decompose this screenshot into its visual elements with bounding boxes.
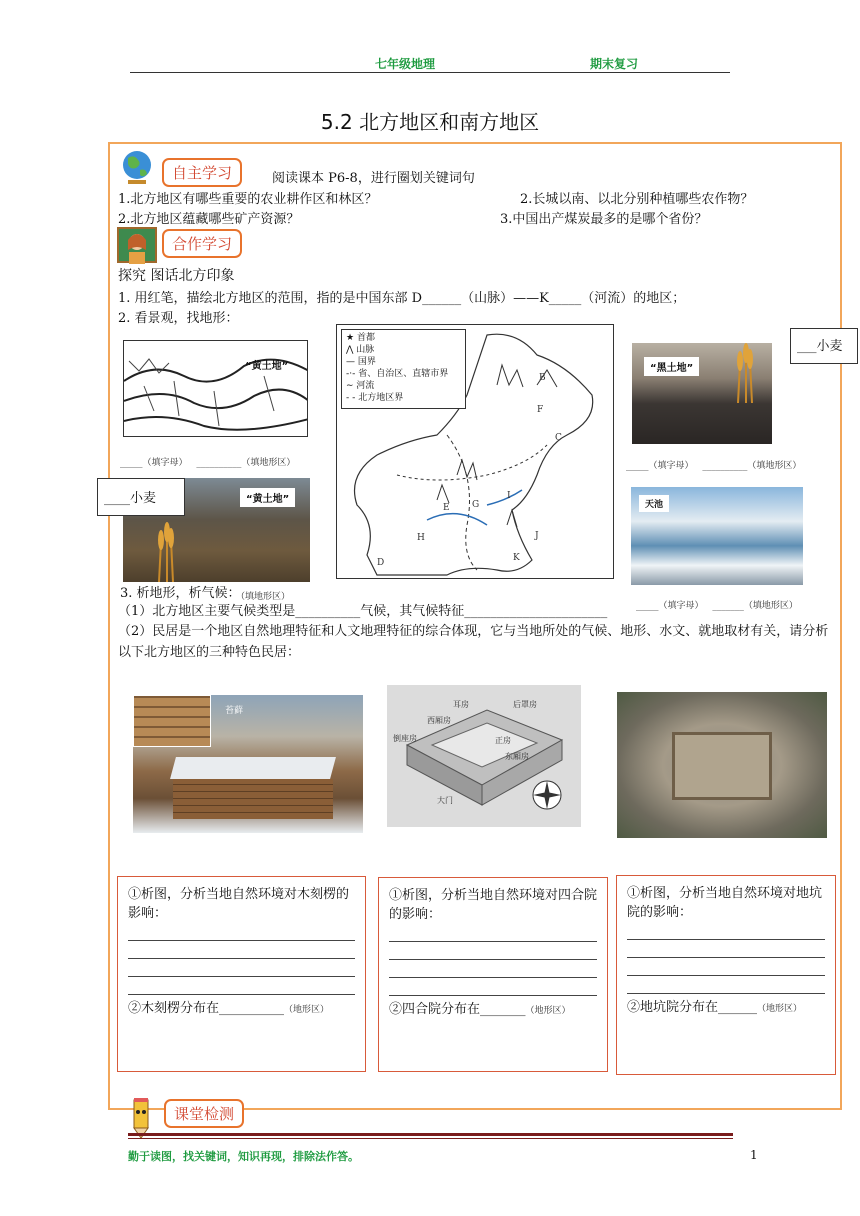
wheat-icon (732, 343, 758, 403)
map-letter-f: F (537, 405, 544, 415)
loess2-caption: （填地形区） (236, 592, 291, 602)
self-study-q3: 2.北方地区蕴藏哪些矿产资源？ (118, 212, 300, 227)
answer-line[interactable] (627, 975, 825, 976)
wooden-house-image (133, 695, 363, 833)
header-rule (130, 72, 730, 73)
teacher-icon (116, 226, 158, 266)
answer-line[interactable] (389, 959, 597, 960)
self-study-q2: 2.长城以南、以北分别种植哪些农作物？ (520, 192, 754, 207)
tianchi-label: 天池 (639, 495, 669, 512)
explore-heading: 探究 图话北方印象 (118, 268, 235, 284)
answer-line[interactable] (389, 977, 597, 978)
coop-line2: 2. 看景观，找地形： (118, 311, 239, 326)
box3-question: ①析图，分析当地自然环境对地坑院的影响： (627, 886, 823, 920)
answer-line[interactable] (627, 939, 825, 940)
black-soil-image (632, 343, 772, 444)
coop-line1: 1. 用红笔，描绘北方地区的范围，指的是中国东部 D______（山脉）——K_____（河流）的地区； (118, 291, 686, 306)
tag-class-test: 课堂检测 (164, 1099, 244, 1128)
climate-q1: （1）北方地区主要气候类型是__________气候，其气候特征______________________ (118, 604, 608, 619)
legend-item-province: -·- 省、自治区、直辖市界 (346, 369, 449, 379)
label-houzhaofang: 后罩房 (513, 700, 537, 709)
map-letter-b: B (539, 373, 546, 383)
black-soil-label: “黑土地” (644, 357, 699, 376)
map-legend (341, 329, 466, 409)
legend-item-capital: ★ 首都 (346, 333, 375, 343)
legend-item-mountain: ⋀ 山脉 (346, 345, 375, 355)
box2-distribution: ②四合院分布在_______（地形区） (389, 1002, 571, 1017)
globe-icon (118, 148, 156, 186)
label-daozuofang: 倒座房 (393, 734, 417, 743)
tag-coop: 合作学习 (162, 229, 242, 258)
self-study-instruction: 阅读课本 P6-8，进行圈划关键词句 (272, 171, 475, 186)
map-letter-j: J (535, 531, 539, 541)
tianchi-image (631, 487, 803, 585)
answer-line[interactable] (627, 957, 825, 958)
answer-box-wooden-house (117, 876, 366, 1072)
loess1-label: “黄土地” (245, 361, 289, 372)
wheat-callout-left: ____小麦 (97, 478, 185, 516)
label-dongxiangfang: 东厢房 (505, 752, 529, 761)
box3-distribution: ②地坑院分布在______（地形区） (627, 1000, 803, 1015)
map-letter-c: C (555, 433, 562, 443)
header-grade: 七年级地理 (375, 57, 436, 71)
north-china-map (336, 324, 614, 579)
answer-box-cave-courtyard (616, 875, 836, 1075)
header-review: 期末复习 (590, 57, 639, 71)
box1-question: ①析图，分析当地自然环境对木刻楞的影响： (128, 887, 350, 921)
roof-shape (170, 757, 336, 779)
box2-question: ①析图，分析当地自然环境对四合院的影响： (389, 888, 598, 922)
black-soil-caption: _____（填字母） __________（填地形区） (626, 461, 802, 471)
tag-self-study: 自主学习 (162, 158, 242, 187)
loess2-label: “黄土地” (240, 488, 295, 507)
climate-q2: （2）民居是一个地区自然地理特征和人文地理特征的综合体现，它与当地所处的气候、地形、水文、就地取材有关，请分析以下北方地区的三种特色民居： (118, 624, 829, 660)
log-closeup-image (133, 695, 211, 747)
log-wall-shape (173, 779, 333, 819)
label-erfang: 耳房 (453, 700, 469, 709)
legend-item-river: ∼ 河流 (346, 381, 375, 391)
footer-motto: 勤于读图，找关键词，知识再现，排除法作答。 (128, 1150, 359, 1163)
footer-rule-thin (128, 1138, 733, 1139)
answer-box-siheyuan (378, 877, 608, 1072)
legend-item-border: — 国界 (346, 357, 376, 367)
map-letter-k: K (513, 553, 520, 563)
footer-rule (128, 1133, 733, 1136)
courtyard-pit-shape (672, 732, 772, 800)
answer-line[interactable] (389, 941, 597, 942)
tianchi-caption: _____（填字母） _______（填地形区） (636, 601, 798, 611)
map-letter-g: G (472, 500, 480, 510)
label-xixiangfang: 西厢房 (427, 716, 451, 725)
loess1-caption: _____（填字母） __________（填地形区） (120, 458, 296, 468)
map-letter-h: H (417, 533, 425, 543)
siheyuan-image (387, 685, 581, 827)
climate-line3: 3. 析地形，析气候： (120, 586, 241, 601)
page-title: 5.2 北方地区和南方地区 (320, 110, 540, 134)
label-damen: 大门 (437, 796, 453, 805)
label-zhengfang: 正房 (495, 736, 511, 745)
cave-courtyard-image (617, 692, 827, 838)
self-study-q1: 1.北方地区有哪些重要的农业耕作区和林区？ (118, 192, 378, 207)
map-letter-i: I (507, 491, 511, 501)
box1-distribution: ②木刻楞分布在__________（地形区） (128, 1001, 330, 1016)
answer-line[interactable] (389, 995, 597, 996)
map-letter-d: D (377, 558, 385, 568)
answer-line[interactable] (128, 976, 355, 977)
page-number: 1 (750, 1148, 758, 1162)
map-letter-e: E (443, 503, 450, 513)
wheat-callout-right: ___小麦 (790, 328, 858, 364)
legend-item-north-boundary: - - 北方地区界 (346, 393, 404, 403)
answer-line[interactable] (128, 940, 355, 941)
answer-line[interactable] (128, 994, 355, 995)
self-study-q4: 3.中国出产煤炭最多的是哪个省份？ (500, 212, 708, 227)
loess-sketch-image (123, 340, 308, 437)
answer-line[interactable] (627, 993, 825, 994)
moss-label: 苔藓 (225, 706, 244, 716)
wheat-icon (153, 522, 179, 582)
answer-line[interactable] (128, 958, 355, 959)
